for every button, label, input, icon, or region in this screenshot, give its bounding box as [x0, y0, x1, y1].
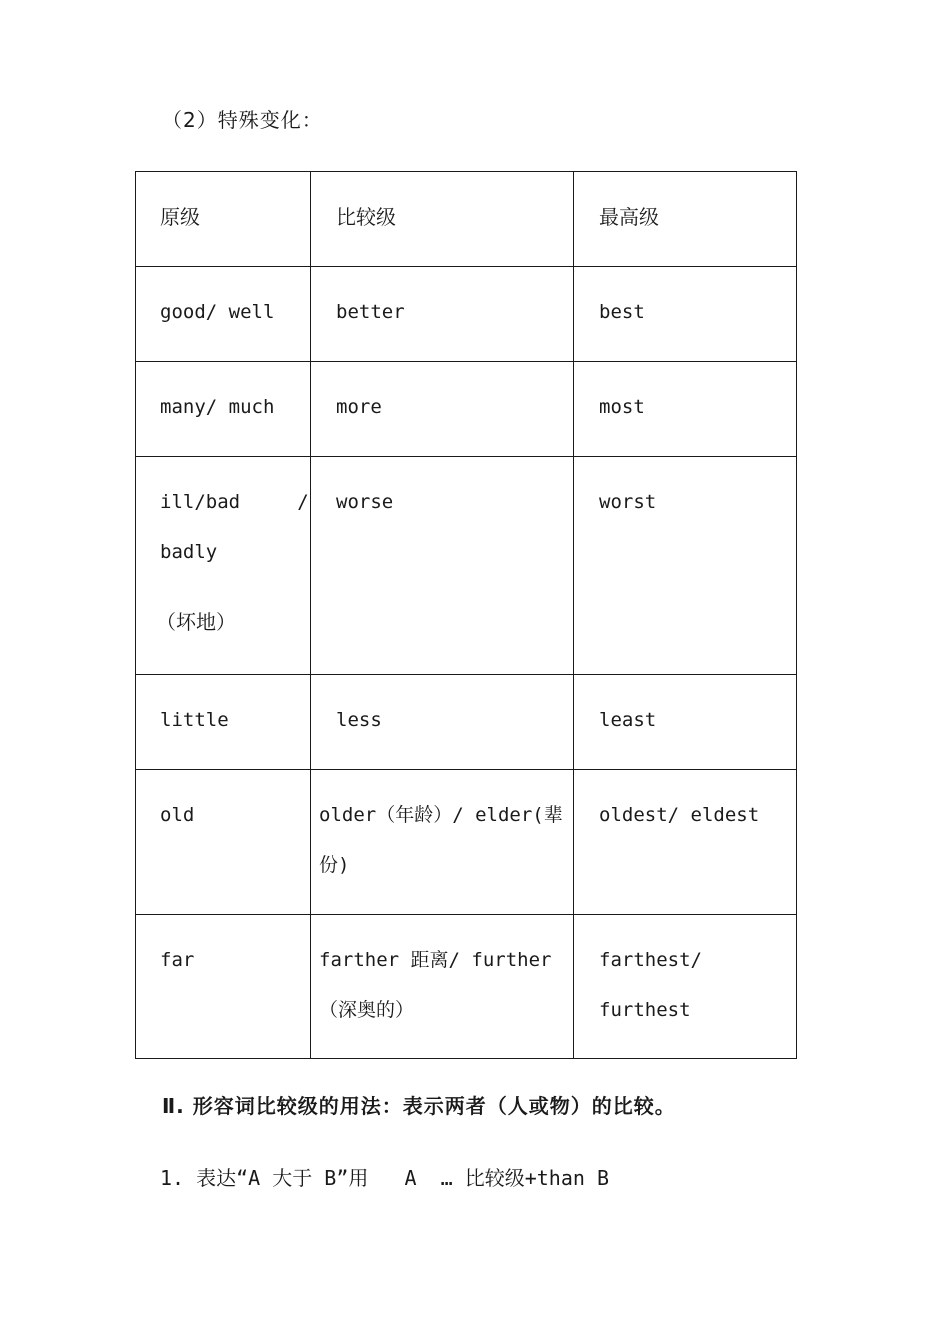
table-row [136, 267, 797, 362]
cell-superlative: oldest/ eldest [574, 770, 797, 915]
cell-positive: good/ well [136, 267, 311, 362]
cell-positive: far [136, 915, 311, 1059]
header-comparative: 比较级 [311, 172, 574, 267]
comparative-line-2: （深奥的） [319, 999, 415, 1021]
table-row [136, 457, 797, 675]
cell-comparative: less [311, 675, 574, 770]
cell-positive: old [136, 770, 311, 915]
comparative-line-1: older（年龄）/ elder(辈 [319, 804, 563, 826]
superlative-line-1: farthest/ [599, 949, 702, 971]
table-row [136, 770, 797, 915]
irregular-comparison-table [135, 171, 797, 1059]
comparative-line-2: 份) [319, 854, 350, 876]
usage-rule: 1. 表达“A 大于 B”用 A … 比较级+than B [160, 1166, 609, 1190]
cell-superlative: most [574, 362, 797, 457]
cell-comparative [311, 770, 574, 915]
table-header-row [136, 172, 797, 267]
cell-comparative: worse [311, 457, 574, 675]
positive-note: （坏地） [156, 610, 236, 634]
cell-comparative: better [311, 267, 574, 362]
table-row [136, 675, 797, 770]
cell-comparative: more [311, 362, 574, 457]
cell-superlative [574, 915, 797, 1059]
cell-positive: little [136, 675, 311, 770]
positive-line-1: ill/bad / [160, 491, 309, 513]
table-row [136, 362, 797, 457]
table-row [136, 915, 797, 1059]
cell-positive [136, 457, 311, 675]
header-positive: 原级 [136, 172, 311, 267]
section-title: Ⅱ. 形容词比较级的用法：表示两者（人或物）的比较。 [162, 1094, 676, 1118]
cell-superlative: worst [574, 457, 797, 675]
header-superlative: 最高级 [574, 172, 797, 267]
cell-positive: many/ much [136, 362, 311, 457]
comparative-line-1: farther 距离/ further [319, 949, 552, 971]
subsection-heading: （2）特殊变化： [162, 108, 323, 132]
superlative-line-2: furthest [599, 999, 691, 1021]
cell-superlative: least [574, 675, 797, 770]
cell-comparative [311, 915, 574, 1059]
cell-superlative: best [574, 267, 797, 362]
positive-line-2: badly [160, 541, 218, 563]
